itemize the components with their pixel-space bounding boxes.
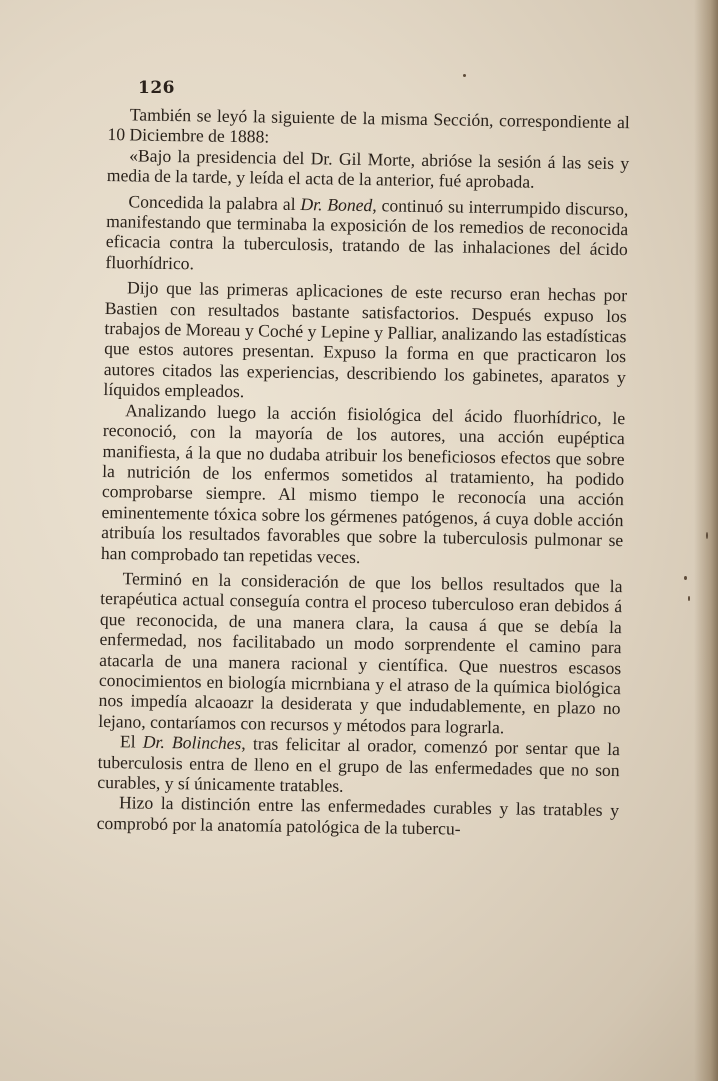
paragraph	[97, 731, 620, 800]
paragraph-text: , continuó su interrumpido discurso, manifestando que terminaba la exposición de los remedios de reconocida eficacia contra la tuberculosis, tratando de las inhalaciones del ácido fluorhídrico.	[105, 194, 629, 274]
paragraph-text: Hizo la distinción entre las enfermedades curables y las tratables y comprobó por la anatomía patológica de la tubercu-	[96, 792, 620, 839]
page-edge-shadow	[694, 0, 718, 1081]
ink-speck	[684, 576, 687, 580]
paragraph-text: , tras felicitar al orador, comenzó por sentar que la tuberculosis entra de lleno en el grupo de las enfermedades que no son curables, y sí únicamente tratables.	[97, 733, 621, 796]
paragraph	[101, 400, 625, 571]
paragraph-text: También se leyó la siguiente de la misma Sección, correspondiente al 10 Diciembre de 1888:	[107, 104, 630, 147]
paragraph	[97, 792, 620, 841]
paragraph-text: Concedida la palabra al	[128, 190, 301, 214]
paragraph-text: «Bajo la presidencia del Dr. Gil Morte, abrióse la sesión á las seis y media de la tarde, y leída el acta de la anterior, fué aprobada.	[106, 145, 630, 192]
ink-speck	[463, 74, 466, 77]
page-number: 126	[138, 78, 175, 98]
paragraph-text: Analizando luego la acción fisiológica del ácido fluorhídrico, le reconoció, con la mayoría de los autores, una acción eupéptica manifiesta, á la que no dudaba atribuir los beneficiosos efectos que sobre la nutrición de los enfermos sometidos al tratamiento, ha podido comprobarse siempre. Al mismo tiempo le reconocía una acción eminentemente tóxica sobre los gérmenes patógenos, á cuya doble acción atribuía los resultados favorables que sobre la tuberculosis pulmonar se han comprobado tan repetidas veces.	[100, 399, 626, 567]
paragraph-text: El	[119, 731, 143, 752]
paragraph	[105, 191, 628, 281]
ink-speck	[688, 596, 690, 601]
paragraph-text: Dijo que las primeras aplicaciones de este recurso eran hechas por Bastien con resultados bastante satisfactorios. Después expuso los trabajos de Moreau y Coché y Lepine y Palliar, analizando las estadísticas que estos autores presentan. Expuso la forma en que practicaron los autores citados las experiencias, describiendo los gabinetes, aparatos y líquidos empleados.	[103, 277, 628, 402]
speaker-name: Dr. Boned	[300, 193, 373, 215]
speaker-name: Dr. Bolinches	[142, 731, 242, 754]
paragraph	[107, 145, 630, 194]
paragraph	[103, 277, 627, 408]
paragraph-text: Terminó en la consideración de que los bellos resultados que la terapéutica actual conseguía contra el proceso tuberculoso eran debidos á que reconocida, de una manera clara, la causa á que se debía la enfermedad, nos facilitabado un modo sorprendente el camino para atacarla de una manera racional y científica. Que nuestros escasos conocimientos en biología micrnbiana y el atraso de la química biológica nos impedía alcaoazr la desiderata y que indudablemente, en plazo no lejano, contaríamos con recursos y métodos para lograrla.	[98, 568, 623, 738]
paragraph	[98, 568, 622, 739]
ink-speck	[706, 532, 708, 539]
body-text	[97, 104, 630, 841]
